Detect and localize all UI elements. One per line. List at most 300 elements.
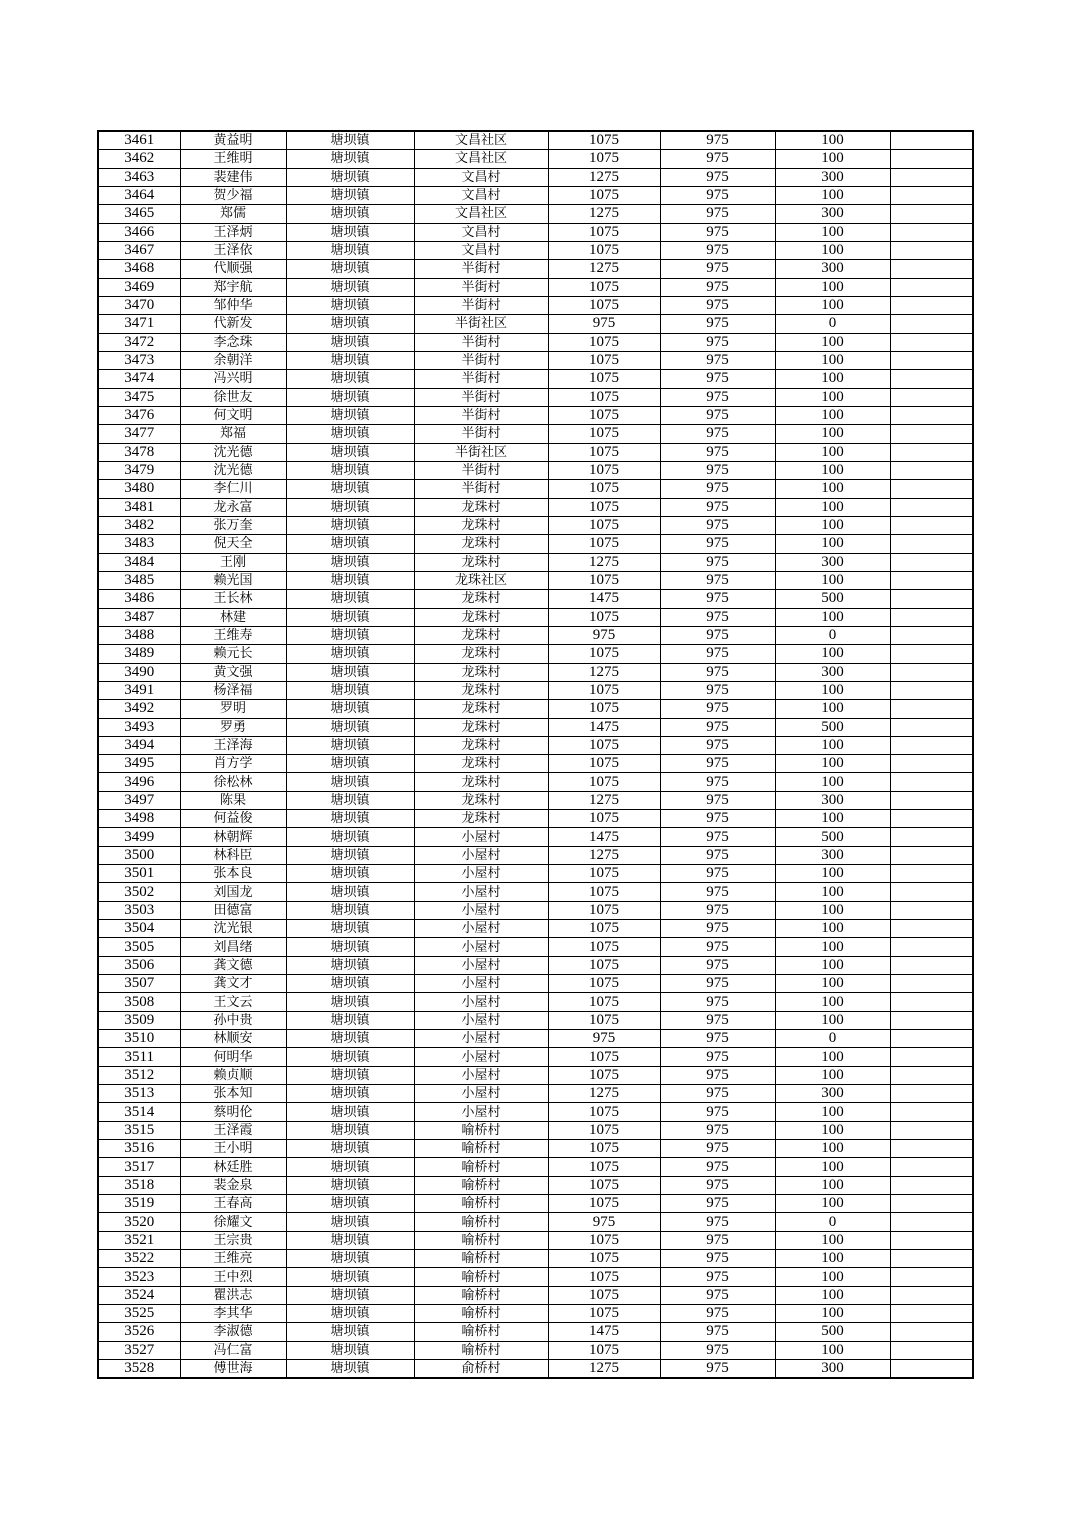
cell-amount-diff: 100: [775, 571, 890, 589]
cell-amount-diff: 100: [775, 736, 890, 754]
cell-amount-b: 975: [660, 773, 775, 791]
cell-seq: 3483: [98, 535, 180, 553]
cell-seq: 3512: [98, 1066, 180, 1084]
table-row: [98, 1066, 973, 1084]
cell-note: [890, 425, 973, 443]
cell-name: 傅世海: [180, 1359, 286, 1378]
cell-village: 小屋村: [414, 956, 548, 974]
cell-seq: 3472: [98, 333, 180, 351]
cell-seq: 3510: [98, 1030, 180, 1048]
cell-amount-b: 975: [660, 1011, 775, 1029]
table-row: [98, 1268, 973, 1286]
cell-town: 塘坝镇: [286, 1066, 414, 1084]
cell-village: 龙珠村: [414, 663, 548, 681]
cell-amount-diff: 100: [775, 920, 890, 938]
cell-town: 塘坝镇: [286, 773, 414, 791]
cell-amount-a: 975: [548, 1030, 660, 1048]
cell-note: [890, 810, 973, 828]
cell-note: [890, 736, 973, 754]
cell-town: 塘坝镇: [286, 315, 414, 333]
cell-seq: 3527: [98, 1341, 180, 1359]
table-row: [98, 608, 973, 626]
cell-amount-diff: 500: [775, 590, 890, 608]
cell-amount-a: 1075: [548, 241, 660, 259]
cell-amount-a: 1075: [548, 1341, 660, 1359]
table-row: [98, 1341, 973, 1359]
cell-amount-a: 1075: [548, 351, 660, 369]
cell-amount-diff: 100: [775, 1140, 890, 1158]
cell-amount-b: 975: [660, 810, 775, 828]
table-row: [98, 645, 973, 663]
cell-amount-diff: 300: [775, 260, 890, 278]
cell-village: 半街村: [414, 425, 548, 443]
cell-name: 刘国龙: [180, 883, 286, 901]
cell-town: 塘坝镇: [286, 828, 414, 846]
cell-village: 小屋村: [414, 920, 548, 938]
cell-note: [890, 1341, 973, 1359]
cell-village: 小屋村: [414, 846, 548, 864]
cell-village: 龙珠村: [414, 608, 548, 626]
cell-village: 龙珠村: [414, 535, 548, 553]
table-row: [98, 810, 973, 828]
cell-amount-a: 1075: [548, 425, 660, 443]
cell-amount-a: 1075: [548, 700, 660, 718]
cell-amount-b: 975: [660, 150, 775, 168]
cell-amount-a: 1075: [548, 681, 660, 699]
cell-amount-b: 975: [660, 278, 775, 296]
cell-name: 孙中贵: [180, 1011, 286, 1029]
cell-amount-a: 1075: [548, 150, 660, 168]
cell-amount-diff: 300: [775, 168, 890, 186]
table-row: [98, 681, 973, 699]
cell-note: [890, 993, 973, 1011]
cell-amount-a: 1075: [548, 1048, 660, 1066]
cell-name: 刘昌绪: [180, 938, 286, 956]
cell-amount-diff: 100: [775, 865, 890, 883]
cell-amount-diff: 100: [775, 186, 890, 204]
cell-amount-a: 975: [548, 626, 660, 644]
table-row: [98, 205, 973, 223]
table-row: [98, 1121, 973, 1139]
cell-seq: 3466: [98, 223, 180, 241]
cell-amount-a: 1275: [548, 663, 660, 681]
cell-note: [890, 1158, 973, 1176]
table-row: [98, 1158, 973, 1176]
cell-town: 塘坝镇: [286, 571, 414, 589]
cell-amount-b: 975: [660, 901, 775, 919]
cell-town: 塘坝镇: [286, 535, 414, 553]
cell-amount-diff: 300: [775, 553, 890, 571]
cell-town: 塘坝镇: [286, 1158, 414, 1176]
cell-amount-diff: 100: [775, 1305, 890, 1323]
cell-town: 塘坝镇: [286, 278, 414, 296]
cell-town: 塘坝镇: [286, 186, 414, 204]
cell-amount-b: 975: [660, 846, 775, 864]
cell-village: 喻桥村: [414, 1286, 548, 1304]
cell-seq: 3478: [98, 443, 180, 461]
cell-amount-diff: 100: [775, 131, 890, 150]
cell-village: 文昌社区: [414, 150, 548, 168]
cell-amount-b: 975: [660, 1140, 775, 1158]
cell-amount-a: 1075: [548, 883, 660, 901]
cell-amount-b: 975: [660, 681, 775, 699]
table-row: [98, 150, 973, 168]
table-row: [98, 700, 973, 718]
cell-seq: 3475: [98, 388, 180, 406]
cell-town: 塘坝镇: [286, 1121, 414, 1139]
table-row: [98, 406, 973, 424]
cell-village: 龙珠村: [414, 553, 548, 571]
cell-name: 王刚: [180, 553, 286, 571]
cell-amount-b: 975: [660, 388, 775, 406]
cell-town: 塘坝镇: [286, 791, 414, 809]
cell-amount-diff: 100: [775, 773, 890, 791]
cell-village: 龙珠村: [414, 755, 548, 773]
cell-village: 喻桥村: [414, 1231, 548, 1249]
cell-village: 文昌村: [414, 223, 548, 241]
cell-seq: 3487: [98, 608, 180, 626]
cell-name: 田德富: [180, 901, 286, 919]
cell-village: 喻桥村: [414, 1176, 548, 1194]
table-row: [98, 1140, 973, 1158]
cell-amount-b: 975: [660, 883, 775, 901]
table-row: [98, 920, 973, 938]
cell-amount-diff: 300: [775, 205, 890, 223]
cell-name: 何文明: [180, 406, 286, 424]
table-row: [98, 883, 973, 901]
cell-amount-diff: 100: [775, 296, 890, 314]
cell-village: 小屋村: [414, 1011, 548, 1029]
cell-seq: 3511: [98, 1048, 180, 1066]
cell-amount-b: 975: [660, 1305, 775, 1323]
cell-amount-b: 975: [660, 1121, 775, 1139]
cell-note: [890, 1103, 973, 1121]
cell-amount-diff: 100: [775, 443, 890, 461]
table-row: [98, 993, 973, 1011]
cell-amount-a: 1075: [548, 461, 660, 479]
cell-name: 王维明: [180, 150, 286, 168]
cell-amount-diff: 100: [775, 975, 890, 993]
cell-note: [890, 1213, 973, 1231]
cell-amount-b: 975: [660, 571, 775, 589]
cell-seq: 3526: [98, 1323, 180, 1341]
cell-town: 塘坝镇: [286, 443, 414, 461]
cell-town: 塘坝镇: [286, 865, 414, 883]
table-row: [98, 516, 973, 534]
cell-village: 小屋村: [414, 1030, 548, 1048]
cell-village: 小屋村: [414, 883, 548, 901]
cell-seq: 3515: [98, 1121, 180, 1139]
cell-village: 小屋村: [414, 993, 548, 1011]
cell-name: 陈果: [180, 791, 286, 809]
cell-amount-b: 975: [660, 828, 775, 846]
cell-name: 林建: [180, 608, 286, 626]
cell-amount-b: 975: [660, 351, 775, 369]
cell-amount-diff: 100: [775, 1286, 890, 1304]
cell-seq: 3469: [98, 278, 180, 296]
cell-seq: 3505: [98, 938, 180, 956]
cell-name: 王泽依: [180, 241, 286, 259]
cell-amount-b: 975: [660, 1103, 775, 1121]
cell-name: 邹仲华: [180, 296, 286, 314]
cell-seq: 3476: [98, 406, 180, 424]
table-row: [98, 865, 973, 883]
table-row: [98, 388, 973, 406]
cell-town: 塘坝镇: [286, 461, 414, 479]
cell-seq: 3481: [98, 498, 180, 516]
cell-amount-b: 975: [660, 700, 775, 718]
cell-seq: 3464: [98, 186, 180, 204]
cell-name: 张本知: [180, 1085, 286, 1103]
cell-note: [890, 700, 973, 718]
table-row: [98, 901, 973, 919]
table-row: [98, 1030, 973, 1048]
cell-name: 张万奎: [180, 516, 286, 534]
table-row: [98, 351, 973, 369]
cell-seq: 3486: [98, 590, 180, 608]
cell-amount-diff: 100: [775, 956, 890, 974]
cell-note: [890, 333, 973, 351]
cell-amount-b: 975: [660, 626, 775, 644]
cell-name: 瞿洪志: [180, 1286, 286, 1304]
table-row: [98, 1011, 973, 1029]
table-row: [98, 553, 973, 571]
cell-seq: 3501: [98, 865, 180, 883]
cell-note: [890, 1286, 973, 1304]
cell-amount-b: 975: [660, 1231, 775, 1249]
cell-town: 塘坝镇: [286, 498, 414, 516]
cell-amount-a: 1075: [548, 608, 660, 626]
cell-amount-a: 1075: [548, 901, 660, 919]
cell-note: [890, 406, 973, 424]
cell-name: 林廷胜: [180, 1158, 286, 1176]
cell-amount-b: 975: [660, 425, 775, 443]
cell-town: 塘坝镇: [286, 681, 414, 699]
cell-town: 塘坝镇: [286, 663, 414, 681]
cell-amount-b: 975: [660, 296, 775, 314]
cell-village: 文昌村: [414, 241, 548, 259]
table-row: [98, 498, 973, 516]
cell-amount-a: 1075: [548, 1140, 660, 1158]
cell-note: [890, 865, 973, 883]
cell-amount-a: 1075: [548, 571, 660, 589]
cell-village: 半街村: [414, 333, 548, 351]
table-row: [98, 315, 973, 333]
cell-town: 塘坝镇: [286, 1359, 414, 1378]
cell-name: 冯仁富: [180, 1341, 286, 1359]
cell-town: 塘坝镇: [286, 1048, 414, 1066]
cell-seq: 3519: [98, 1195, 180, 1213]
cell-amount-diff: 0: [775, 315, 890, 333]
cell-note: [890, 1030, 973, 1048]
cell-amount-a: 1475: [548, 1323, 660, 1341]
cell-village: 半街村: [414, 296, 548, 314]
cell-name: 裴金泉: [180, 1176, 286, 1194]
table-row: [98, 626, 973, 644]
cell-name: 郑儒: [180, 205, 286, 223]
cell-town: 塘坝镇: [286, 975, 414, 993]
cell-name: 徐松林: [180, 773, 286, 791]
cell-village: 龙珠村: [414, 718, 548, 736]
cell-village: 半街村: [414, 278, 548, 296]
cell-seq: 3489: [98, 645, 180, 663]
cell-amount-a: 1075: [548, 975, 660, 993]
cell-name: 何明华: [180, 1048, 286, 1066]
cell-seq: 3521: [98, 1231, 180, 1249]
cell-amount-a: 1475: [548, 828, 660, 846]
cell-seq: 3477: [98, 425, 180, 443]
cell-town: 塘坝镇: [286, 938, 414, 956]
cell-note: [890, 1359, 973, 1378]
cell-name: 李念珠: [180, 333, 286, 351]
cell-seq: 3495: [98, 755, 180, 773]
cell-amount-a: 1075: [548, 810, 660, 828]
cell-amount-a: 1075: [548, 645, 660, 663]
cell-name: 王中烈: [180, 1268, 286, 1286]
cell-town: 塘坝镇: [286, 700, 414, 718]
cell-name: 代顺强: [180, 260, 286, 278]
cell-name: 徐耀文: [180, 1213, 286, 1231]
cell-name: 沈光德: [180, 461, 286, 479]
cell-name: 沈光银: [180, 920, 286, 938]
cell-amount-a: 1275: [548, 260, 660, 278]
cell-amount-diff: 100: [775, 425, 890, 443]
cell-seq: 3506: [98, 956, 180, 974]
cell-village: 小屋村: [414, 828, 548, 846]
cell-amount-diff: 500: [775, 718, 890, 736]
cell-town: 塘坝镇: [286, 1085, 414, 1103]
table-row: [98, 131, 973, 150]
cell-name: 代新发: [180, 315, 286, 333]
cell-amount-b: 975: [660, 975, 775, 993]
cell-amount-b: 975: [660, 168, 775, 186]
cell-seq: 3502: [98, 883, 180, 901]
cell-village: 喻桥村: [414, 1158, 548, 1176]
cell-amount-a: 1075: [548, 773, 660, 791]
cell-amount-a: 1075: [548, 1158, 660, 1176]
cell-village: 喻桥村: [414, 1121, 548, 1139]
cell-amount-b: 975: [660, 1158, 775, 1176]
cell-village: 文昌社区: [414, 131, 548, 150]
cell-amount-a: 1075: [548, 993, 660, 1011]
cell-seq: 3517: [98, 1158, 180, 1176]
cell-town: 塘坝镇: [286, 1103, 414, 1121]
cell-note: [890, 388, 973, 406]
cell-amount-a: 1075: [548, 498, 660, 516]
cell-town: 塘坝镇: [286, 1195, 414, 1213]
cell-town: 塘坝镇: [286, 296, 414, 314]
cell-village: 半街社区: [414, 315, 548, 333]
cell-amount-diff: 100: [775, 938, 890, 956]
cell-name: 黄文强: [180, 663, 286, 681]
cell-amount-a: 1075: [548, 535, 660, 553]
cell-village: 龙珠社区: [414, 571, 548, 589]
cell-amount-diff: 100: [775, 388, 890, 406]
cell-note: [890, 278, 973, 296]
cell-amount-diff: 300: [775, 663, 890, 681]
cell-amount-b: 975: [660, 1048, 775, 1066]
cell-town: 塘坝镇: [286, 736, 414, 754]
table-row: [98, 938, 973, 956]
table-row: [98, 736, 973, 754]
cell-amount-diff: 100: [775, 1250, 890, 1268]
cell-seq: 3498: [98, 810, 180, 828]
table-row: [98, 755, 973, 773]
cell-amount-diff: 100: [775, 1048, 890, 1066]
table-row: [98, 241, 973, 259]
cell-town: 塘坝镇: [286, 260, 414, 278]
cell-name: 林顺安: [180, 1030, 286, 1048]
cell-amount-diff: 100: [775, 700, 890, 718]
cell-amount-a: 1475: [548, 718, 660, 736]
table-row: [98, 168, 973, 186]
cell-village: 小屋村: [414, 975, 548, 993]
cell-town: 塘坝镇: [286, 1176, 414, 1194]
cell-village: 小屋村: [414, 1085, 548, 1103]
cell-note: [890, 571, 973, 589]
cell-note: [890, 1176, 973, 1194]
cell-amount-b: 975: [660, 443, 775, 461]
data-table: [97, 130, 974, 1379]
cell-name: 裴建伟: [180, 168, 286, 186]
cell-name: 李淑德: [180, 1323, 286, 1341]
cell-seq: 3525: [98, 1305, 180, 1323]
cell-note: [890, 241, 973, 259]
table-row: [98, 1231, 973, 1249]
table-row: [98, 773, 973, 791]
cell-note: [890, 828, 973, 846]
cell-amount-b: 975: [660, 645, 775, 663]
cell-town: 塘坝镇: [286, 1250, 414, 1268]
cell-town: 塘坝镇: [286, 1231, 414, 1249]
cell-seq: 3499: [98, 828, 180, 846]
cell-seq: 3523: [98, 1268, 180, 1286]
cell-amount-b: 975: [660, 1341, 775, 1359]
table-row: [98, 443, 973, 461]
cell-amount-a: 1075: [548, 1268, 660, 1286]
cell-note: [890, 296, 973, 314]
cell-amount-a: 1075: [548, 1066, 660, 1084]
cell-amount-b: 975: [660, 333, 775, 351]
cell-town: 塘坝镇: [286, 1140, 414, 1158]
cell-village: 喻桥村: [414, 1213, 548, 1231]
cell-amount-diff: 100: [775, 223, 890, 241]
cell-name: 李其华: [180, 1305, 286, 1323]
cell-seq: 3488: [98, 626, 180, 644]
cell-town: 塘坝镇: [286, 168, 414, 186]
cell-seq: 3516: [98, 1140, 180, 1158]
cell-note: [890, 1195, 973, 1213]
cell-amount-diff: 100: [775, 1103, 890, 1121]
cell-amount-b: 975: [660, 920, 775, 938]
cell-amount-a: 1075: [548, 1231, 660, 1249]
cell-amount-diff: 500: [775, 828, 890, 846]
cell-amount-b: 975: [660, 956, 775, 974]
cell-amount-a: 1075: [548, 223, 660, 241]
cell-note: [890, 1323, 973, 1341]
cell-village: 喻桥村: [414, 1250, 548, 1268]
cell-amount-b: 975: [660, 865, 775, 883]
cell-town: 塘坝镇: [286, 150, 414, 168]
cell-amount-diff: 300: [775, 791, 890, 809]
cell-village: 龙珠村: [414, 590, 548, 608]
cell-name: 肖方学: [180, 755, 286, 773]
cell-town: 塘坝镇: [286, 755, 414, 773]
cell-amount-b: 975: [660, 205, 775, 223]
cell-village: 半街村: [414, 351, 548, 369]
cell-seq: 3485: [98, 571, 180, 589]
cell-seq: 3520: [98, 1213, 180, 1231]
